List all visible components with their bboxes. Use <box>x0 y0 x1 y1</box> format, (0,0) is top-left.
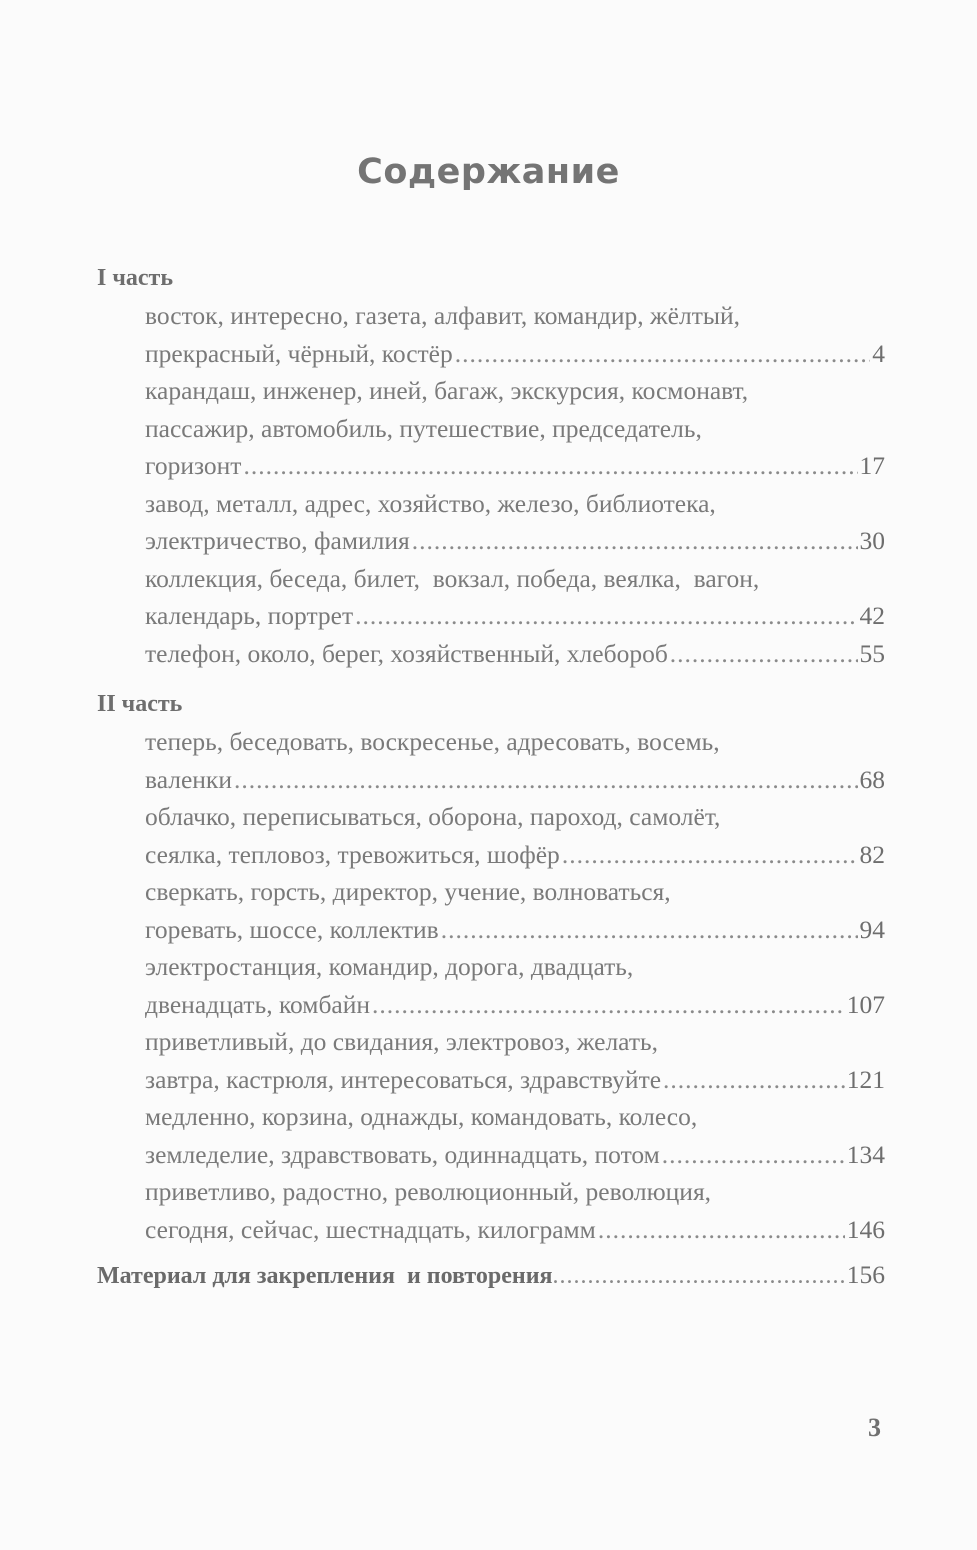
entry-last-line <box>145 597 885 635</box>
entry-line: коллекция, беседа, билет, вокзал, победа, веялка, вагон, <box>145 563 760 593</box>
page-ref: 107 <box>846 989 885 1019</box>
toc-entry[interactable] <box>145 873 885 948</box>
toc-entry[interactable] <box>145 635 885 673</box>
entry-last-line <box>145 761 885 799</box>
entry-text: электричество, фамилия <box>145 526 410 555</box>
section-gap <box>97 672 885 686</box>
page-number: 3 <box>868 1413 881 1442</box>
entry-last-line <box>145 1211 885 1249</box>
page-ref: 94 <box>859 914 885 944</box>
page-ref: 17 <box>859 451 885 480</box>
entry-text: сегодня, сейчас, шестнадцать, килограмм <box>145 1214 596 1244</box>
entry-line: облачко, переписываться, оборона, пароход, самолёт, <box>145 802 721 831</box>
dot-leader <box>441 911 858 949</box>
entry-line: приветливо, радостно, революционный, революция, <box>145 1177 712 1206</box>
entry-text: горизонт <box>145 451 242 480</box>
page-ref: 68 <box>859 764 885 794</box>
page-ref: 156 <box>846 1260 885 1289</box>
dot-leader <box>598 1211 845 1249</box>
toc-entry[interactable] <box>145 560 885 635</box>
toc-entry[interactable] <box>145 372 885 485</box>
entry-text: Материал для закрепления и повторения <box>97 1263 553 1289</box>
entry-last-line <box>145 335 885 373</box>
toc-entry[interactable] <box>145 297 885 372</box>
toc-entry[interactable] <box>145 1023 885 1098</box>
part-heading: II часть <box>97 691 183 717</box>
entry-line: карандаш, инженер, иней, багаж, экскурсия, космонавт, <box>145 376 749 405</box>
entry-line: пассажир, автомобиль, путешествие, председатель, <box>145 413 702 443</box>
entry-last-line <box>145 1061 885 1099</box>
entry-text: земледелие, здравствовать, одиннадцать, потом <box>145 1139 660 1169</box>
entry-line: завод, металл, адрес, хозяйство, железо, библиотека, <box>145 488 716 518</box>
entry-line: восток, интересно, газета, алфавит, командир, жёлтый, <box>145 301 741 330</box>
toc-entry[interactable] <box>145 1173 885 1248</box>
page-ref: 121 <box>846 1064 885 1094</box>
entry-last-line <box>145 522 885 560</box>
entry-last-line <box>145 635 885 673</box>
entry-text: горевать, шоссе, коллектив <box>145 914 439 944</box>
entry-line: теперь, беседовать, воскресенье, адресовать, восемь, <box>145 727 720 756</box>
page-ref: 82 <box>859 839 885 869</box>
entry-text: валенки <box>145 764 232 794</box>
part-1 <box>97 260 885 672</box>
dot-leader <box>562 836 858 874</box>
entry-last-line <box>145 836 885 874</box>
page-title: Содержание <box>357 152 620 192</box>
toc-entry[interactable] <box>145 798 885 873</box>
dot-leader <box>662 1136 845 1174</box>
entry-last-line <box>145 1136 885 1174</box>
entry-last-line <box>145 986 885 1024</box>
entry-line: электростанция, командир, дорога, двадцать, <box>145 952 634 981</box>
dot-leader <box>663 1061 845 1099</box>
dot-leader <box>455 335 871 373</box>
page-ref: 42 <box>859 601 885 630</box>
entry-line: сверкать, горсть, директор, учение, волноваться, <box>145 877 671 906</box>
entry-text: завтра, кастрюля, интересоваться, здравствуйте <box>145 1064 662 1094</box>
dot-leader <box>243 447 857 485</box>
page-ref: 134 <box>846 1139 885 1169</box>
toc-entry[interactable] <box>145 1098 885 1173</box>
entry-line: приветливый, до свидания, электровоз, желать, <box>145 1027 658 1056</box>
dot-leader <box>372 986 845 1024</box>
dot-leader <box>670 635 858 673</box>
part-heading: I часть <box>97 265 174 291</box>
toc-entry[interactable] <box>145 723 885 798</box>
dot-leader <box>553 1258 847 1295</box>
entry-text: календарь, портрет <box>145 601 354 630</box>
entry-text: двенадцать, комбайн <box>145 989 371 1019</box>
part-2 <box>97 686 885 1248</box>
dot-leader <box>234 761 858 799</box>
entry-last-line <box>145 911 885 949</box>
toc-entry[interactable] <box>145 485 885 560</box>
entry-text: прекрасный, чёрный, костёр <box>145 338 453 368</box>
dot-leader <box>412 522 858 560</box>
page-ref: 30 <box>859 526 885 555</box>
dot-leader <box>355 597 857 635</box>
toc-entry[interactable] <box>145 948 885 1023</box>
table-of-contents <box>97 260 885 1293</box>
entry-text: сеялка, тепловоз, тревожиться, шофёр <box>145 839 560 869</box>
page-ref: 146 <box>846 1214 885 1244</box>
entry-text: телефон, около, берег, хозяйственный, хлебороб <box>145 638 668 668</box>
entry-line: медленно, корзина, однажды, командовать, колесо, <box>145 1102 698 1131</box>
page-ref: 55 <box>859 638 885 668</box>
toc-entry-review-material[interactable] <box>97 1256 885 1293</box>
entry-last-line <box>145 447 885 485</box>
page-ref: 4 <box>872 338 885 368</box>
